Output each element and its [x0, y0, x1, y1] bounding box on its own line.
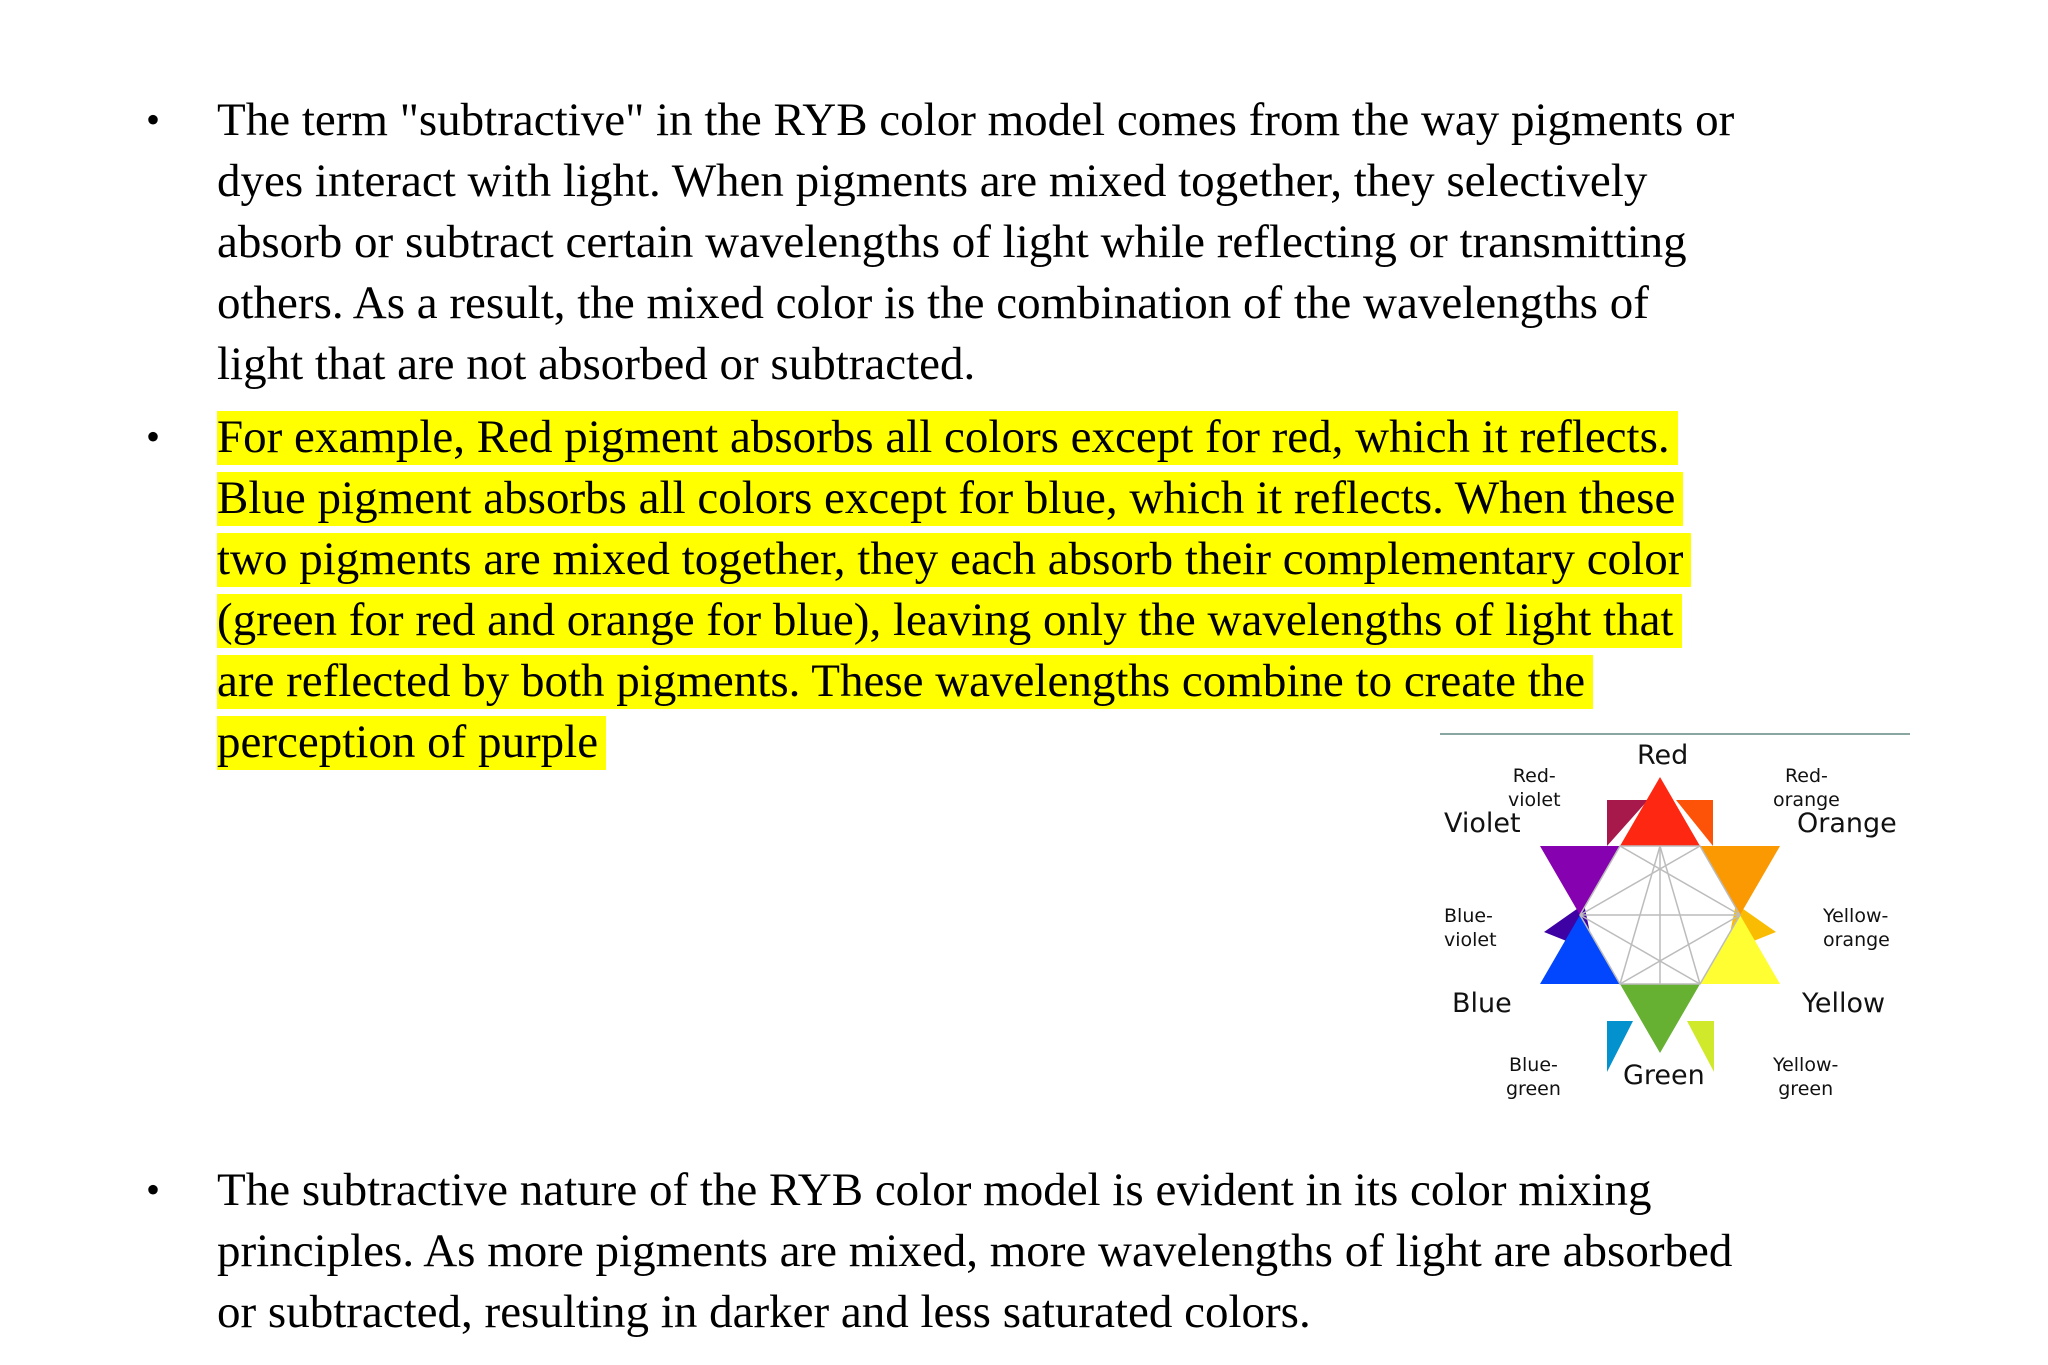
text-line: [217, 529, 1691, 590]
wheel-label-blue-green: Blue- green: [1506, 1054, 1561, 1100]
blue-triangle: [1540, 915, 1620, 984]
bullet-text-highlighted: [217, 407, 1691, 773]
highlighted-text: perception of purple: [217, 716, 606, 770]
text-line: The subtractive nature of the RYB color model is evident in its color mixing: [217, 1164, 1652, 1216]
wheel-label-red: Red: [1637, 740, 1689, 771]
wheel-label-violet: Violet: [1444, 808, 1521, 839]
bullet-marker: •: [146, 1167, 161, 1212]
text-line: [217, 590, 1691, 651]
text-line: or subtracted, resulting in darker and less saturated colors.: [217, 1286, 1311, 1338]
text-line: absorb or subtract certain wavelengths of light while reflecting or transmitting: [217, 216, 1687, 268]
text-line: light that are not absorbed or subtracted.: [217, 338, 976, 390]
text-line: principles. As more pigments are mixed, more wavelengths of light are absorbed: [217, 1225, 1733, 1277]
ryb-color-wheel: [1440, 728, 1910, 1128]
wheel-label-yellow-green: Yellow- green: [1773, 1054, 1839, 1100]
text-line: others. As a result, the mixed color is the combination of the wavelengths of: [217, 277, 1649, 329]
text-line: [217, 407, 1691, 468]
text-line: The term "subtractive" in the RYB color model comes from the way pigments or: [217, 94, 1735, 146]
bullet-marker: •: [146, 414, 161, 459]
highlighted-text: are reflected by both pigments. These wavelengths combine to create the: [217, 655, 1593, 709]
wheel-label-red-violet: Red- violet: [1508, 765, 1561, 811]
bullet-marker: •: [146, 97, 161, 142]
wheel-label-yellow-orange: Yellow- orange: [1823, 905, 1890, 951]
text-line: [217, 468, 1691, 529]
violet-triangle: [1540, 846, 1620, 915]
orange-triangle: [1700, 846, 1780, 915]
wheel-label-yellow: Yellow: [1802, 988, 1886, 1019]
highlighted-text: (green for red and orange for blue), leaving only the wavelengths of light that: [217, 594, 1682, 648]
wheel-label-orange: Orange: [1797, 808, 1897, 839]
highlighted-text: two pigments are mixed together, they each absorb their complementary color: [217, 533, 1691, 587]
bullet-text: [217, 90, 1734, 395]
wheel-label-blue: Blue: [1452, 988, 1512, 1019]
green-triangle: [1620, 984, 1700, 1053]
bullet-text: [217, 1160, 1732, 1343]
yellow-triangle: [1700, 915, 1780, 984]
text-line: dyes interact with light. When pigments are mixed together, they selectively: [217, 155, 1648, 207]
wheel-label-blue-violet: Blue- violet: [1444, 905, 1497, 951]
wheel-label-green: Green: [1623, 1060, 1705, 1091]
highlighted-text: Blue pigment absorbs all colors except for blue, which it reflects. When these: [217, 472, 1683, 526]
highlighted-text: For example, Red pigment absorbs all colors except for red, which it reflects.: [217, 411, 1678, 465]
wheel-label-red-orange: Red- orange: [1773, 765, 1840, 811]
text-line: [217, 651, 1691, 712]
